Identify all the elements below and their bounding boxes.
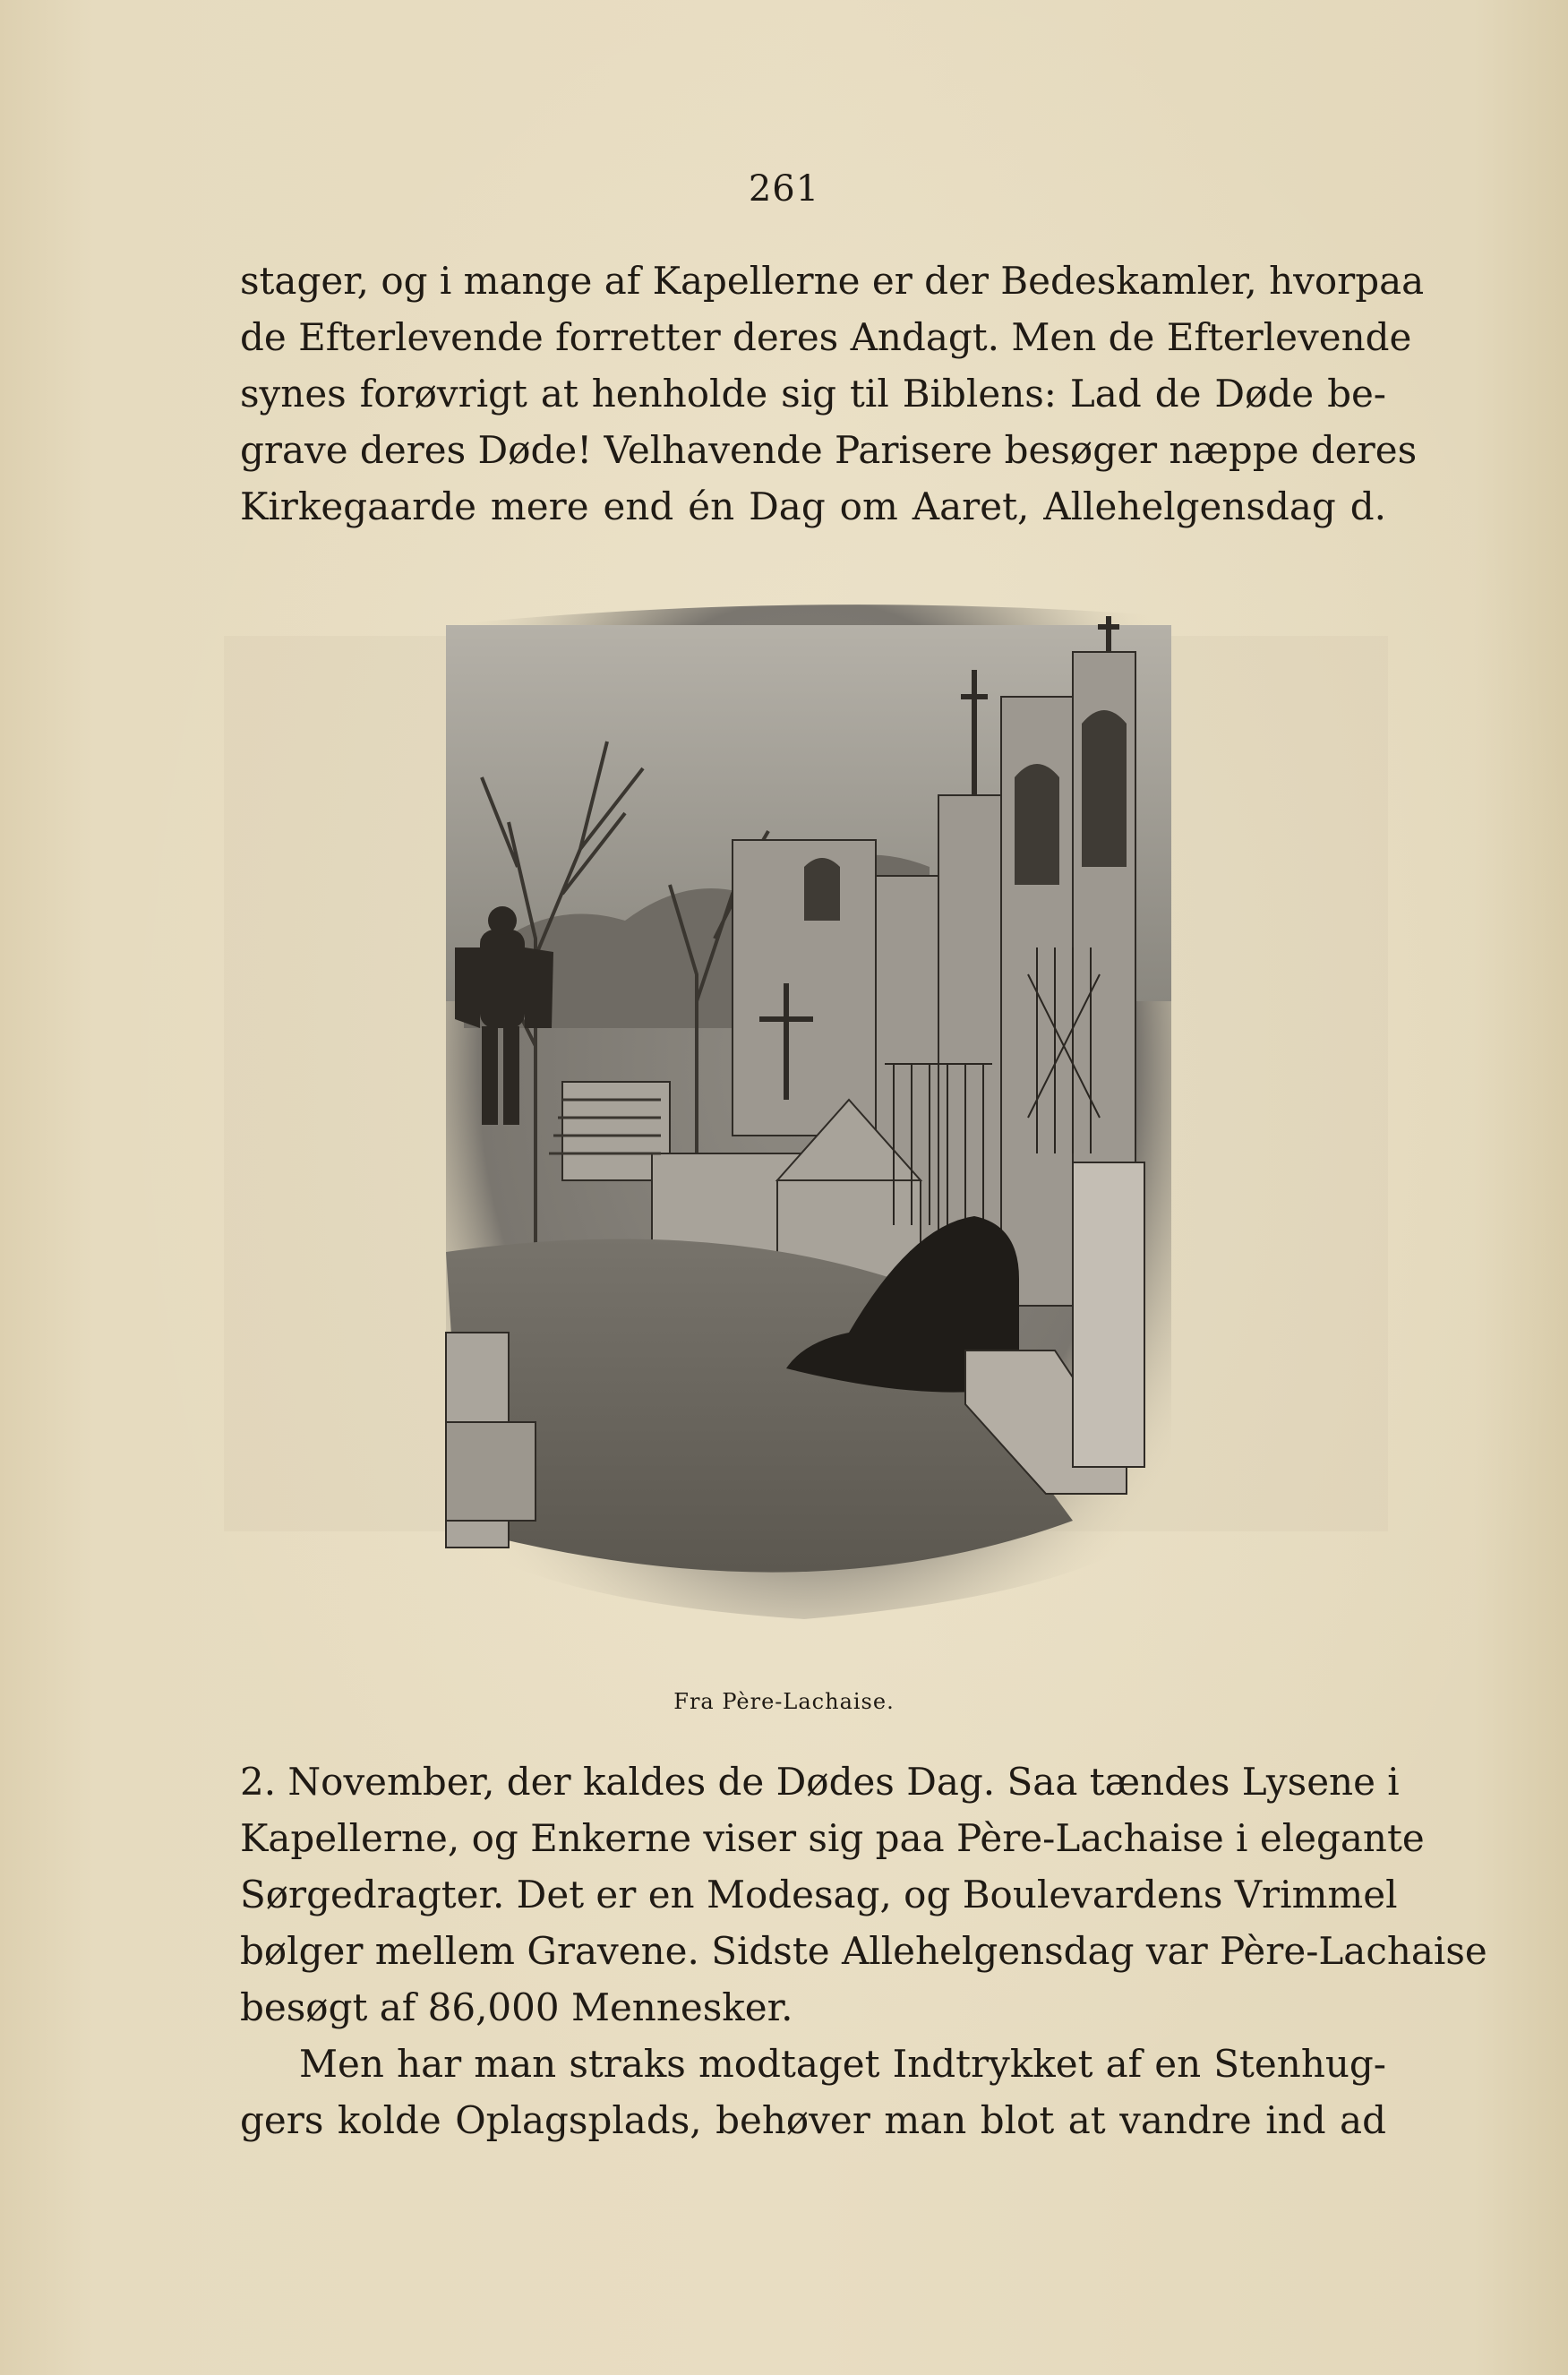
- page-number: 261: [748, 168, 820, 210]
- text-line: Men har man straks modtaget Indtrykket af en Stenhug-: [299, 2042, 1386, 2086]
- cemetery-engraving: [428, 598, 1180, 1630]
- figure-caption: Fra Père-Lachaise.: [673, 1689, 895, 1714]
- text-line: bølger mellem Gravene. Sidste Allehelgensdag var Père-Lachaise: [240, 1929, 1487, 1973]
- text-line: 2. November, der kaldes de Dødes Dag. Saa tændes Lysene i: [240, 1760, 1400, 1804]
- text-line: stager, og i mange af Kapellerne er der Bedeskamler, hvorpaa: [240, 259, 1425, 303]
- text-line: synes forøvrigt at henholde sig til Biblens: Lad de Døde be-: [240, 372, 1386, 416]
- text-line: Kirkegaarde mere end én Dag om Aaret, Allehelgensdag d.: [240, 484, 1386, 528]
- top-paragraph: [240, 253, 1425, 535]
- text-line: de Efterlevende forretter deres Andagt. Men de Efterlevende: [240, 315, 1412, 359]
- text-line: Sørgedragter. Det er en Modesag, og Boulevardens Vrimmel: [240, 1873, 1398, 1916]
- text-line: gers kolde Oplagsplads, behøver man blot at vandre ind ad: [240, 2098, 1386, 2142]
- text-line: grave deres Døde! Velhavende Parisere besøger næppe deres: [240, 428, 1418, 472]
- text-line: Kapellerne, og Enkerne viser sig paa Père-Lachaise i elegante: [240, 1816, 1425, 1860]
- cemetery-illustration: [428, 598, 1180, 1630]
- bottom-paragraph: [240, 1753, 1487, 2148]
- text-line: besøgt af 86,000 Mennesker.: [240, 1985, 793, 2029]
